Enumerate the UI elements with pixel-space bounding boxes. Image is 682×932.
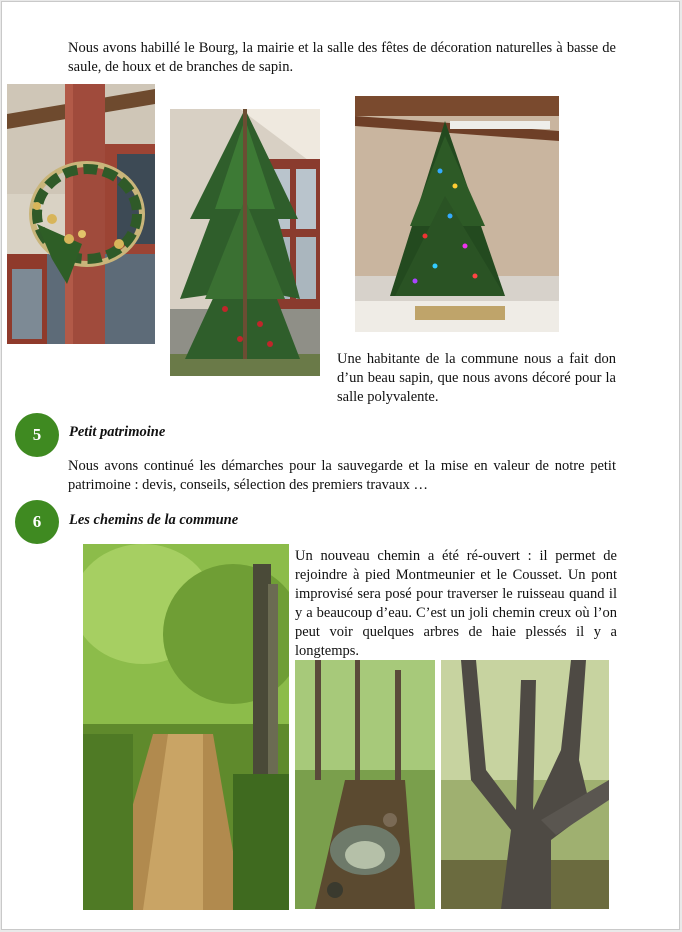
section-6-paragraph: Un nouveau chemin a été ré-ouvert : il permet de rejoindre à pied Montmeunier et le Cousset. Un pont improvisé sera posé pour traverser le ruisseau quand il y a beaucoup d’eau. C’est un joli chemin creux où l’on peut voir quelques arbres de haie plessés il y a longtemps. <box>295 548 617 659</box>
document-page <box>1 1 680 930</box>
forest-path-photo <box>83 544 289 910</box>
section-6-badge: 6 <box>15 500 59 544</box>
section-5-title: Petit patrimoine <box>69 424 166 440</box>
wreath-photo <box>7 84 155 344</box>
section-6-title: Les chemins de la commune <box>69 512 239 528</box>
stream-photo <box>295 660 435 909</box>
sapin-caption: Une habitante de la commune nous a fait don d’un beau sapin, que nous avons décoré pour la salle polyvalente. <box>337 351 616 405</box>
intro-paragraph: Nous avons habillé le Bourg, la mairie et la salle des fêtes de décoration naturelles à basse de saule, de houx et de branches de sapin. <box>68 40 616 75</box>
christmas-tree-photo <box>355 96 559 332</box>
section-5-badge: 5 <box>15 413 59 457</box>
old-tree-photo <box>441 660 609 909</box>
branch-tree-photo <box>170 109 320 376</box>
section-5-paragraph: Nous avons continué les démarches pour la sauvegarde et la mise en valeur de notre petit patrimoine : devis, conseils, sélection des premiers travaux … <box>68 458 616 493</box>
